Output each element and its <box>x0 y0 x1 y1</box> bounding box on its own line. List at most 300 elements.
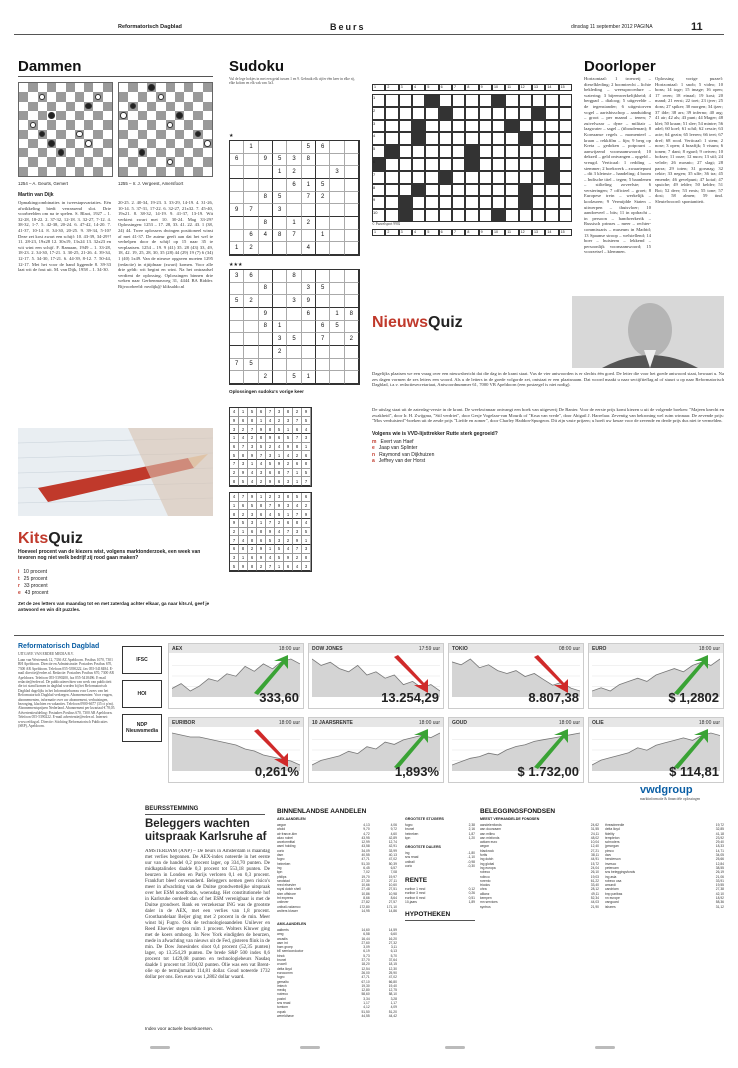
crossword-cell[interactable] <box>505 196 518 209</box>
crossword-cell[interactable] <box>452 132 465 145</box>
sudoku-cell[interactable]: 2 <box>273 346 287 359</box>
sudoku-cell[interactable]: 5 <box>316 179 330 192</box>
sudoku-cell[interactable]: 7 <box>316 333 330 346</box>
sudoku-cell[interactable] <box>230 230 244 243</box>
crossword-cell[interactable] <box>412 171 425 184</box>
crossword-cell[interactable] <box>465 171 478 184</box>
sudoku-cell[interactable]: 7 <box>302 192 316 205</box>
crossword-cell[interactable] <box>479 120 492 133</box>
sudoku-cell[interactable] <box>287 308 301 321</box>
crossword-cell[interactable] <box>519 120 532 133</box>
sudoku-cell[interactable] <box>244 179 258 192</box>
sudoku-cell[interactable]: 6 <box>316 141 330 154</box>
sudoku-cell[interactable] <box>287 359 301 372</box>
market-tile-euribor[interactable] <box>168 717 304 783</box>
crossword-cell[interactable] <box>545 145 558 158</box>
sudoku-cell[interactable] <box>302 321 316 334</box>
sudoku-hard-grid[interactable] <box>229 269 360 385</box>
kitsquiz-option[interactable] <box>18 583 48 590</box>
sudoku-cell[interactable] <box>345 321 359 334</box>
crossword-cell[interactable] <box>439 94 452 107</box>
crossword-cell[interactable] <box>452 94 465 107</box>
crossword-cell[interactable] <box>452 196 465 209</box>
crossword-cell[interactable] <box>532 209 545 222</box>
sudoku-cell[interactable]: 3 <box>302 283 316 296</box>
sudoku-cell[interactable]: 2 <box>259 371 273 384</box>
sudoku-cell[interactable]: 1 <box>230 242 244 255</box>
crossword-cell[interactable] <box>452 171 465 184</box>
crossword-cell[interactable] <box>559 184 572 197</box>
crossword-cell[interactable] <box>452 120 465 133</box>
sudoku-cell[interactable] <box>259 333 273 346</box>
crossword-cell[interactable] <box>399 107 412 120</box>
crossword-cell[interactable]: 9 <box>372 196 385 209</box>
sudoku-cell[interactable]: 1 <box>302 179 316 192</box>
sudoku-cell[interactable] <box>345 359 359 372</box>
sudoku-cell[interactable]: 7 <box>230 359 244 372</box>
sudoku-cell[interactable]: 8 <box>259 192 273 205</box>
sudoku-cell[interactable] <box>273 242 287 255</box>
sudoku-cell[interactable]: 6 <box>302 308 316 321</box>
sudoku-cell[interactable]: 6 <box>316 321 330 334</box>
crossword-cell[interactable] <box>399 120 412 133</box>
crossword-cell[interactable] <box>399 94 412 107</box>
crossword-cell[interactable]: 4 <box>372 132 385 145</box>
crossword-cell[interactable] <box>412 209 425 222</box>
crossword-cell[interactable] <box>532 145 545 158</box>
crossword-cell[interactable] <box>545 196 558 209</box>
sudoku-cell[interactable] <box>244 371 258 384</box>
sudoku-cell[interactable] <box>302 166 316 179</box>
crossword-cell[interactable] <box>532 120 545 133</box>
market-tile-euro[interactable] <box>588 643 724 709</box>
sudoku-cell[interactable]: 6 <box>244 230 258 243</box>
sudoku-cell[interactable]: 5 <box>330 321 344 334</box>
sudoku-cell[interactable] <box>330 204 344 217</box>
sudoku-cell[interactable] <box>345 283 359 296</box>
crossword-cell[interactable] <box>425 209 438 222</box>
crossword-cell[interactable] <box>412 145 425 158</box>
crossword-cell[interactable] <box>545 132 558 145</box>
crossword-cell[interactable] <box>492 145 505 158</box>
sudoku-cell[interactable] <box>273 283 287 296</box>
crossword-cell[interactable] <box>519 94 532 107</box>
crossword-cell[interactable] <box>545 184 558 197</box>
sudoku-cell[interactable] <box>287 321 301 334</box>
sudoku-cell[interactable] <box>244 283 258 296</box>
sudoku-cell[interactable] <box>259 166 273 179</box>
crossword-cell[interactable] <box>519 171 532 184</box>
sudoku-cell[interactable]: 9 <box>259 308 273 321</box>
sudoku-cell[interactable] <box>230 166 244 179</box>
sudoku-cell[interactable]: 3 <box>230 270 244 283</box>
sudoku-cell[interactable] <box>316 359 330 372</box>
crossword-grid[interactable] <box>372 94 572 222</box>
sudoku-cell[interactable] <box>259 179 273 192</box>
sudoku-cell[interactable] <box>259 270 273 283</box>
crossword-cell[interactable] <box>465 196 478 209</box>
crossword-cell[interactable] <box>479 132 492 145</box>
sudoku-cell[interactable] <box>330 154 344 167</box>
sudoku-cell[interactable]: 7 <box>287 230 301 243</box>
sudoku-cell[interactable] <box>330 217 344 230</box>
sudoku-cell[interactable] <box>345 204 359 217</box>
sudoku-cell[interactable]: 1 <box>273 166 287 179</box>
crossword-cell[interactable] <box>425 120 438 133</box>
crossword-cell[interactable] <box>492 132 505 145</box>
crossword-cell[interactable] <box>385 196 398 209</box>
crossword-cell[interactable]: 5 <box>372 145 385 158</box>
sudoku-cell[interactable] <box>259 346 273 359</box>
sudoku-cell[interactable] <box>230 321 244 334</box>
sudoku-cell[interactable] <box>287 346 301 359</box>
sudoku-cell[interactable] <box>287 283 301 296</box>
sudoku-cell[interactable]: 6 <box>244 270 258 283</box>
kitsquiz-option[interactable] <box>18 576 48 583</box>
sudoku-cell[interactable] <box>302 270 316 283</box>
sudoku-cell[interactable] <box>287 192 301 205</box>
sudoku-cell[interactable] <box>345 295 359 308</box>
crossword-cell[interactable] <box>412 158 425 171</box>
crossword-cell[interactable] <box>519 145 532 158</box>
crossword-cell[interactable] <box>452 145 465 158</box>
crossword-cell[interactable] <box>492 184 505 197</box>
crossword-cell[interactable] <box>439 158 452 171</box>
crossword-cell[interactable] <box>385 209 398 222</box>
crossword-cell[interactable] <box>452 184 465 197</box>
crossword-cell[interactable] <box>505 171 518 184</box>
crossword-cell[interactable] <box>479 171 492 184</box>
crossword-cell[interactable] <box>505 184 518 197</box>
crossword-cell[interactable] <box>412 107 425 120</box>
sudoku-cell[interactable]: 3 <box>273 333 287 346</box>
sudoku-easy-grid[interactable] <box>229 140 360 256</box>
sudoku-cell[interactable] <box>244 192 258 205</box>
sudoku-cell[interactable]: 8 <box>259 321 273 334</box>
sudoku-cell[interactable] <box>316 166 330 179</box>
sudoku-cell[interactable] <box>244 346 258 359</box>
crossword-cell[interactable] <box>559 120 572 133</box>
sudoku-cell[interactable]: 1 <box>273 321 287 334</box>
sudoku-cell[interactable]: 5 <box>287 333 301 346</box>
crossword-cell[interactable] <box>425 145 438 158</box>
crossword-cell[interactable] <box>519 107 532 120</box>
sudoku-cell[interactable]: 1 <box>287 217 301 230</box>
crossword-cell[interactable] <box>532 132 545 145</box>
sudoku-cell[interactable]: 2 <box>287 166 301 179</box>
crossword-cell[interactable] <box>465 209 478 222</box>
crossword-cell[interactable] <box>492 158 505 171</box>
crossword-cell[interactable] <box>479 184 492 197</box>
crossword-cell[interactable] <box>465 184 478 197</box>
nieuwsquiz-option[interactable] <box>372 458 434 464</box>
market-tile-aex[interactable] <box>168 643 304 709</box>
crossword-cell[interactable] <box>492 196 505 209</box>
crossword-cell[interactable] <box>479 196 492 209</box>
crossword-cell[interactable] <box>505 158 518 171</box>
sudoku-cell[interactable]: 5 <box>244 359 258 372</box>
sudoku-cell[interactable] <box>230 141 244 154</box>
sudoku-cell[interactable] <box>330 283 344 296</box>
crossword-cell[interactable] <box>492 107 505 120</box>
sudoku-cell[interactable] <box>287 242 301 255</box>
sudoku-cell[interactable] <box>330 333 344 346</box>
sudoku-cell[interactable]: 6 <box>287 179 301 192</box>
crossword-cell[interactable] <box>532 94 545 107</box>
crossword-cell[interactable] <box>439 209 452 222</box>
sudoku-cell[interactable] <box>273 179 287 192</box>
crossword-cell[interactable] <box>412 94 425 107</box>
sudoku-cell[interactable] <box>330 242 344 255</box>
crossword-cell[interactable] <box>439 196 452 209</box>
sudoku-cell[interactable]: 3 <box>287 154 301 167</box>
sudoku-cell[interactable] <box>302 204 316 217</box>
sudoku-cell[interactable]: 4 <box>302 242 316 255</box>
sudoku-cell[interactable]: 2 <box>302 217 316 230</box>
crossword-cell[interactable]: 8 <box>372 184 385 197</box>
crossword-cell[interactable]: 10 <box>372 209 385 222</box>
crossword-cell[interactable] <box>505 145 518 158</box>
sudoku-cell[interactable] <box>244 333 258 346</box>
crossword-cell[interactable] <box>452 107 465 120</box>
sudoku-cell[interactable] <box>330 230 344 243</box>
sudoku-cell[interactable]: 5 <box>230 295 244 308</box>
crossword-cell[interactable] <box>559 171 572 184</box>
crossword-cell[interactable] <box>532 184 545 197</box>
crossword-cell[interactable] <box>465 107 478 120</box>
sudoku-cell[interactable] <box>330 141 344 154</box>
crossword-cell[interactable] <box>479 94 492 107</box>
crossword-cell[interactable] <box>559 158 572 171</box>
crossword-cell[interactable] <box>505 132 518 145</box>
sudoku-cell[interactable]: 1 <box>302 371 316 384</box>
kitsquiz-option[interactable] <box>18 569 48 576</box>
sudoku-cell[interactable] <box>230 308 244 321</box>
sudoku-cell[interactable]: 2 <box>244 295 258 308</box>
sudoku-cell[interactable] <box>230 192 244 205</box>
market-tile-10-jaarsrente[interactable] <box>308 717 444 783</box>
crossword-cell[interactable] <box>532 158 545 171</box>
crossword-cell[interactable] <box>399 132 412 145</box>
sudoku-cell[interactable] <box>316 242 330 255</box>
sudoku-cell[interactable]: 9 <box>230 204 244 217</box>
sudoku-cell[interactable] <box>316 204 330 217</box>
sudoku-cell[interactable] <box>244 308 258 321</box>
kitsquiz-option[interactable] <box>18 590 48 597</box>
sudoku-cell[interactable]: 9 <box>302 295 316 308</box>
sudoku-cell[interactable]: 5 <box>273 192 287 205</box>
crossword-cell[interactable] <box>439 132 452 145</box>
crossword-cell[interactable] <box>465 94 478 107</box>
crossword-cell[interactable] <box>465 120 478 133</box>
sudoku-cell[interactable] <box>316 308 330 321</box>
crossword-cell[interactable] <box>479 209 492 222</box>
sudoku-cell[interactable] <box>259 295 273 308</box>
sudoku-cell[interactable] <box>345 242 359 255</box>
sudoku-cell[interactable]: 3 <box>330 166 344 179</box>
crossword-cell[interactable] <box>452 158 465 171</box>
crossword-cell[interactable]: 3 <box>372 120 385 133</box>
sudoku-cell[interactable] <box>259 141 273 154</box>
sudoku-cell[interactable] <box>259 204 273 217</box>
crossword-cell[interactable] <box>385 107 398 120</box>
crossword-cell[interactable] <box>439 184 452 197</box>
sudoku-cell[interactable]: 2 <box>345 333 359 346</box>
crossword-cell[interactable]: 2 <box>372 107 385 120</box>
sudoku-cell[interactable]: 3 <box>287 295 301 308</box>
sudoku-cell[interactable]: 2 <box>316 192 330 205</box>
sudoku-cell[interactable] <box>244 166 258 179</box>
sudoku-cell[interactable]: 6 <box>230 154 244 167</box>
crossword-cell[interactable] <box>399 171 412 184</box>
crossword-cell[interactable] <box>425 132 438 145</box>
crossword-cell[interactable] <box>492 120 505 133</box>
crossword-cell[interactable] <box>519 158 532 171</box>
sudoku-cell[interactable]: 2 <box>244 242 258 255</box>
crossword-cell[interactable] <box>559 107 572 120</box>
market-tile-tokio[interactable] <box>448 643 584 709</box>
crossword-cell[interactable] <box>399 158 412 171</box>
crossword-cell[interactable] <box>385 132 398 145</box>
crossword-cell[interactable] <box>559 209 572 222</box>
sudoku-cell[interactable] <box>273 295 287 308</box>
crossword-cell[interactable] <box>385 120 398 133</box>
crossword-cell[interactable] <box>385 158 398 171</box>
sudoku-cell[interactable]: 4 <box>259 230 273 243</box>
sudoku-cell[interactable] <box>259 359 273 372</box>
crossword-cell[interactable] <box>545 94 558 107</box>
market-tile-goud[interactable] <box>448 717 584 783</box>
sudoku-cell[interactable]: 1 <box>316 230 330 243</box>
sudoku-cell[interactable] <box>259 242 273 255</box>
crossword-cell[interactable] <box>532 196 545 209</box>
sudoku-cell[interactable] <box>230 217 244 230</box>
sudoku-cell[interactable] <box>273 308 287 321</box>
sudoku-cell[interactable]: 3 <box>273 204 287 217</box>
sudoku-cell[interactable] <box>345 230 359 243</box>
sudoku-cell[interactable] <box>345 371 359 384</box>
sudoku-cell[interactable] <box>316 154 330 167</box>
sudoku-cell[interactable] <box>230 333 244 346</box>
sudoku-cell[interactable]: 8 <box>302 154 316 167</box>
crossword-cell[interactable]: 7 <box>372 171 385 184</box>
sudoku-cell[interactable] <box>330 359 344 372</box>
sudoku-cell[interactable] <box>287 204 301 217</box>
crossword-cell[interactable] <box>479 145 492 158</box>
crossword-cell[interactable] <box>559 196 572 209</box>
sudoku-cell[interactable] <box>244 154 258 167</box>
crossword-cell[interactable] <box>452 209 465 222</box>
sudoku-cell[interactable]: 8 <box>259 283 273 296</box>
crossword-cell[interactable] <box>545 120 558 133</box>
sudoku-cell[interactable] <box>230 346 244 359</box>
crossword-cell[interactable] <box>519 209 532 222</box>
sudoku-cell[interactable] <box>330 192 344 205</box>
crossword-cell[interactable] <box>425 184 438 197</box>
sudoku-cell[interactable] <box>345 217 359 230</box>
sudoku-cell[interactable] <box>302 346 316 359</box>
crossword-cell[interactable] <box>425 158 438 171</box>
crossword-cell[interactable] <box>505 107 518 120</box>
crossword-cell[interactable] <box>532 171 545 184</box>
sudoku-cell[interactable] <box>345 346 359 359</box>
sudoku-cell[interactable] <box>302 230 316 243</box>
crossword-cell[interactable] <box>465 132 478 145</box>
crossword-cell[interactable] <box>559 145 572 158</box>
sudoku-cell[interactable] <box>345 270 359 283</box>
sudoku-cell[interactable]: 8 <box>259 217 273 230</box>
sudoku-cell[interactable] <box>316 295 330 308</box>
crossword-cell[interactable] <box>479 107 492 120</box>
crossword-cell[interactable] <box>399 184 412 197</box>
sudoku-cell[interactable] <box>273 270 287 283</box>
sudoku-cell[interactable] <box>330 270 344 283</box>
market-tile-dow-jones[interactable] <box>308 643 444 709</box>
crossword-cell[interactable] <box>439 120 452 133</box>
sudoku-cell[interactable] <box>345 192 359 205</box>
sudoku-cell[interactable] <box>273 141 287 154</box>
sudoku-cell[interactable] <box>330 179 344 192</box>
sudoku-cell[interactable] <box>316 270 330 283</box>
sudoku-cell[interactable] <box>302 359 316 372</box>
sudoku-cell[interactable]: 5 <box>316 283 330 296</box>
sudoku-cell[interactable] <box>345 154 359 167</box>
market-tile-olie[interactable] <box>588 717 724 783</box>
crossword-cell[interactable] <box>559 94 572 107</box>
crossword-cell[interactable] <box>492 171 505 184</box>
sudoku-cell[interactable] <box>345 141 359 154</box>
sudoku-cell[interactable]: 5 <box>287 371 301 384</box>
crossword-cell[interactable] <box>385 94 398 107</box>
sudoku-cell[interactable] <box>316 346 330 359</box>
crossword-cell[interactable]: 1 <box>372 94 385 107</box>
sudoku-cell[interactable]: 7 <box>244 204 258 217</box>
sudoku-cell[interactable] <box>273 217 287 230</box>
sudoku-cell[interactable] <box>316 371 330 384</box>
sudoku-cell[interactable] <box>345 179 359 192</box>
sudoku-cell[interactable] <box>273 359 287 372</box>
crossword-cell[interactable] <box>412 196 425 209</box>
sudoku-cell[interactable]: 5 <box>302 141 316 154</box>
crossword-cell[interactable] <box>505 94 518 107</box>
sudoku-cell[interactable] <box>316 217 330 230</box>
crossword-cell[interactable] <box>385 171 398 184</box>
sudoku-cell[interactable] <box>330 295 344 308</box>
crossword-cell[interactable] <box>505 209 518 222</box>
crossword-cell[interactable] <box>479 158 492 171</box>
sudoku-cell[interactable]: 5 <box>273 154 287 167</box>
sudoku-cell[interactable]: 1 <box>244 141 258 154</box>
sudoku-cell[interactable] <box>287 141 301 154</box>
sudoku-cell[interactable] <box>230 179 244 192</box>
sudoku-cell[interactable]: 1 <box>330 308 344 321</box>
sudoku-cell[interactable] <box>302 333 316 346</box>
sudoku-cell[interactable]: 9 <box>259 154 273 167</box>
sudoku-cell[interactable] <box>244 321 258 334</box>
sudoku-cell[interactable] <box>345 166 359 179</box>
crossword-cell[interactable] <box>545 209 558 222</box>
crossword-cell[interactable] <box>385 184 398 197</box>
crossword-cell[interactable] <box>425 171 438 184</box>
sudoku-cell[interactable]: 8 <box>345 308 359 321</box>
crossword-cell[interactable] <box>439 145 452 158</box>
sudoku-cell[interactable] <box>244 217 258 230</box>
sudoku-cell[interactable] <box>230 283 244 296</box>
crossword-cell[interactable] <box>425 107 438 120</box>
sudoku-cell[interactable] <box>230 371 244 384</box>
crossword-cell[interactable] <box>559 132 572 145</box>
crossword-cell[interactable] <box>399 145 412 158</box>
